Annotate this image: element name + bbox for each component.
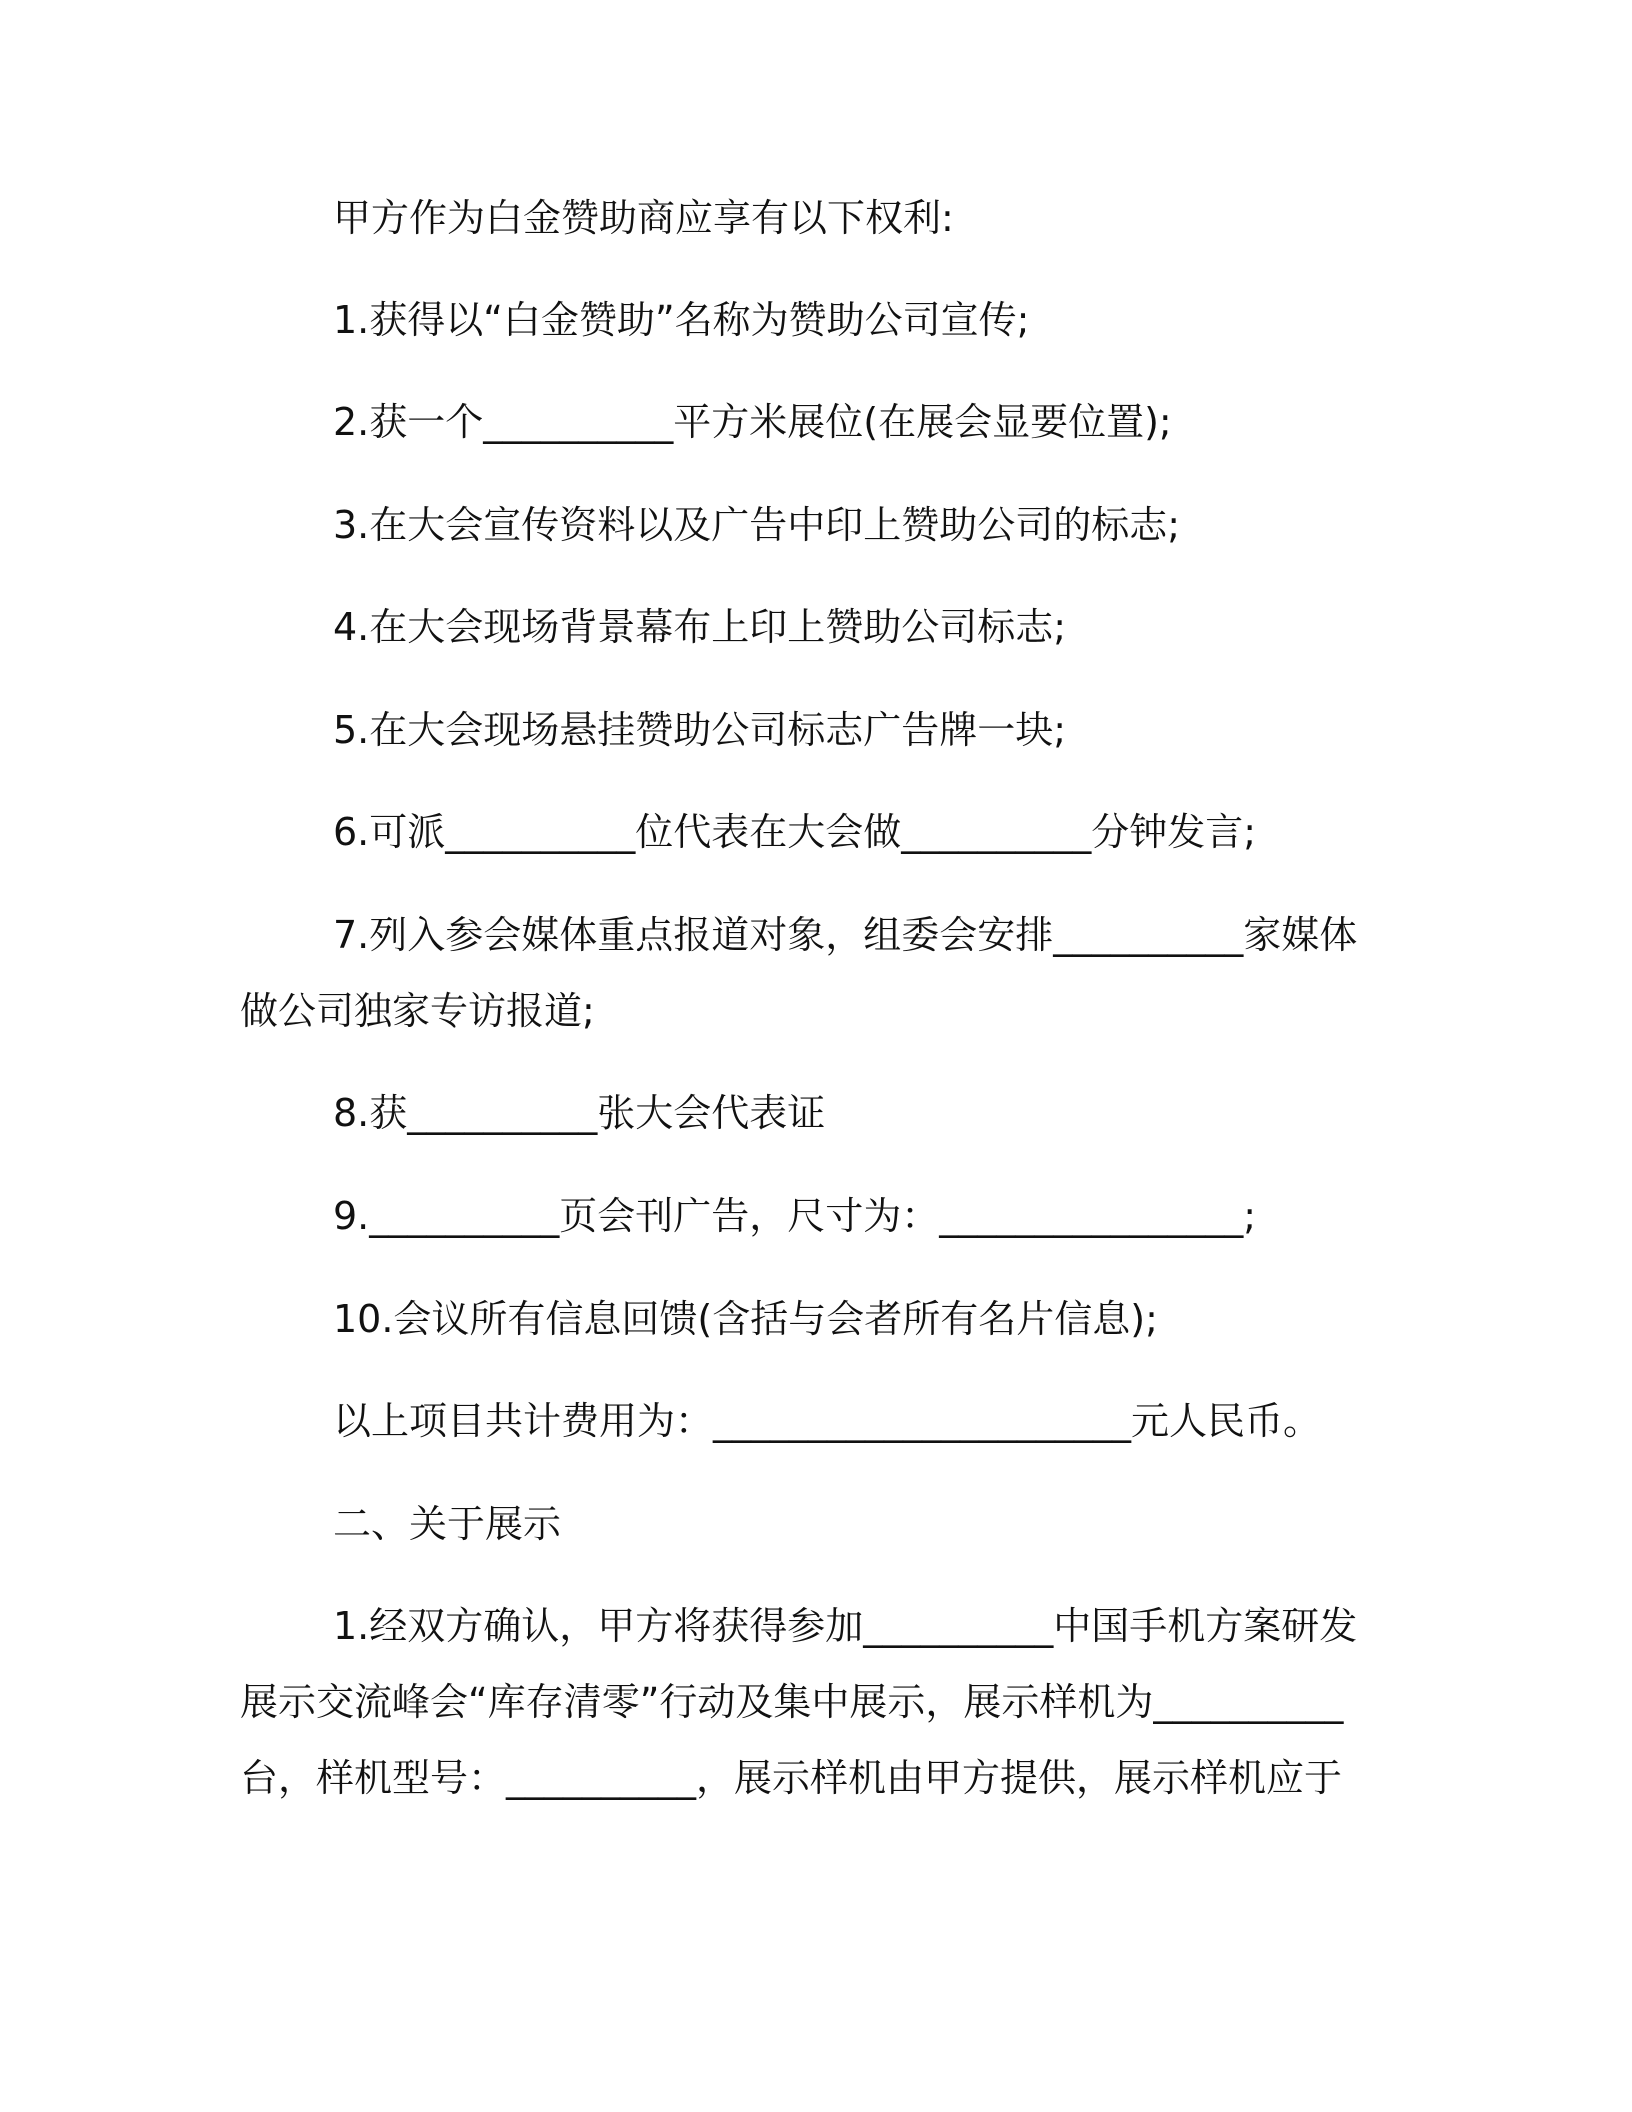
display-item-1-line-2: 展示交流峰会“库存清零”行动及集中展示，展示样机为__________: [240, 1680, 1344, 1724]
right-item-7: 7.列入参会媒体重点报道对象，组委会安排__________家媒体: [333, 913, 1358, 957]
right-item-2: 2.获一个__________平方米展位(在展会显要位置);: [333, 400, 1172, 444]
right-item-7-continued: 做公司独家专访报道;: [240, 989, 595, 1033]
total-fee-line: 以上项目共计费用为：______________________元人民币。: [333, 1399, 1322, 1443]
right-item-8: 8.获__________张大会代表证: [333, 1091, 826, 1135]
rights-heading: 甲方作为白金赞助商应享有以下权利:: [333, 196, 954, 240]
right-item-3: 3.在大会宣传资料以及广告中印上赞助公司的标志;: [333, 503, 1181, 547]
display-item-1-line-3: 台，样机型号：__________，展示样机由甲方提供，展示样机应于: [240, 1756, 1343, 1800]
right-item-6: 6.可派__________位代表在大会做__________分钟发言;: [333, 810, 1257, 854]
right-item-9: 9.__________页会刊广告，尺寸为：________________;: [333, 1194, 1257, 1238]
right-item-10: 10.会议所有信息回馈(含括与会者所有名片信息);: [333, 1297, 1158, 1341]
section-2-heading: 二、关于展示: [333, 1502, 562, 1546]
right-item-4: 4.在大会现场背景幕布上印上赞助公司标志;: [333, 605, 1067, 649]
display-item-1: 1.经双方确认，甲方将获得参加__________中国手机方案研发: [333, 1604, 1358, 1648]
right-item-1: 1.获得以“白金赞助”名称为赞助公司宣传;: [333, 298, 1030, 342]
right-item-5: 5.在大会现场悬挂赞助公司标志广告牌一块;: [333, 708, 1067, 752]
